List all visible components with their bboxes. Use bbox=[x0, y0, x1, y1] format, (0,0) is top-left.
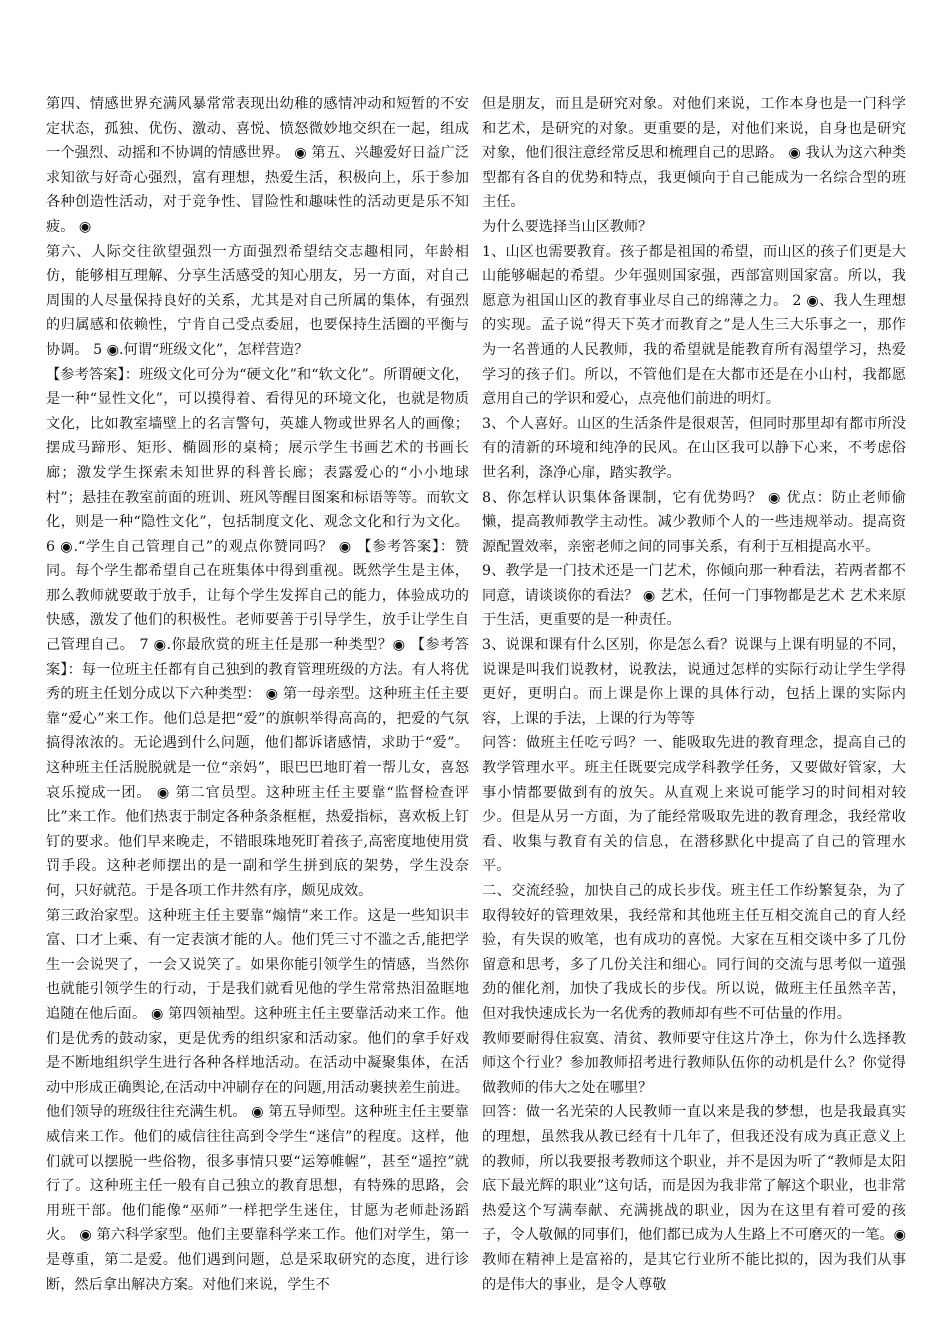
paragraph: 问答：做班主任吃亏吗？一、能吸取先进的教育理念，提高自己的教学管理水平。班主任既要完成学科教学任务，又要做好管家，大事小情都要做到有的放矢。从直观上来说可能学习的时间相对较少。但是从另一方面，为了能经常吸取先进的教育理念，我经常收看、收集与教育有关的信息，在潜移默化中提高了自己的管理水平。 bbox=[482, 735, 906, 875]
paragraph: 但是朋友，而且是研究对象。对他们来说，工作本身也是一门科学和艺术，是研究的对象。更重要的是，对他们来说，自身也是研究对象，他们很注意经常反思和梳理自己的思路。 ◉ 我认为这六种类型都有各自的优势和特点，我更倾向于自己能成为一名综合型的班主任。 bbox=[482, 96, 906, 211]
paragraph: 9、教学是一门技术还是一门艺术，你倾向那一种看法，若两者都不同意，请谈谈你的看法？ ◉ 艺术，任何一门事物都是艺术 艺术来原于生活，更重要的是一种责任。 bbox=[482, 563, 906, 629]
paragraph: 3、个人喜好。山区的生活条件是很艰苦，但同时那里却有都市所没有的清新的环境和纯净的民风。在山区我可以静下心来，不考虑俗世名利，涤净心扉，踏实教学。 bbox=[482, 415, 906, 481]
paragraph: 第六、人际交往欲望强烈一方面强烈希望结交志趣相同，年龄相仿，能够相互理解、分享生活感受的知心朋友，另一方面，对自己周围的人尽量保持良好的关系，尤其是对自己所属的集体，有强烈的归属感和依赖性，宁肯自己受点委屈，也要保持生活圈的平衡与协调。 5 ◉.何谓“班级文化”，怎样营造？ bbox=[46, 243, 469, 358]
paragraph: 教师要耐得住寂寞、清贫、教师要守住这片净土，你为什么选择教师这个行业？参加教师招考进行教师队伍你的动机是什么？你觉得做教师的伟大之处在哪里？ bbox=[482, 1030, 906, 1096]
left-text-column bbox=[46, 92, 469, 1312]
paragraph: 二、交流经验，加快自己的成长步伐。班主任工作纷繁复杂，为了取得较好的管理效果，我经常和其他班主任互相交流自己的育人经验，有失误的败笔，也有成功的喜悦。大家在互相交谈中多了几份留意和思考，多了几份关注和细心。同行间的交流与思考似一道强劲的催化剂，加快了我成长的步伐。所以说，做班主任虽然辛苦，但对我快速成长为一名优秀的教师却有些不可估量的作用。 bbox=[482, 883, 906, 1022]
paragraph: 3、说课和课有什么区别，你是怎么看？说课与上课有明显的不同，说课是叫我们说教材，说教法，说通过怎样的实际行动让学生学得更好，更明白。而上课是你上课的具体行动，包括上课的实际内容，上课的手法，上课的行为等等 bbox=[482, 637, 906, 727]
paragraph: 第三政治家型。这种班主任主要靠“煽情”来工作。这是一些知识丰富、口才上乘、有一定表演才能的人。他们凭三寸不滥之舌,能把学生一会说哭了，一会又说笑了。如果你能引领学生的情感，当然你也就能引领学生的行动，于是我们就看见他的学生常常热泪盈眶地追随在他后面。 ◉ 第四领袖型。这种班主任主要靠活动来工作。他们是优秀的鼓动家，更是优秀的组织家和活动家。他们的拿手好戏是不断地组织学生进行各种各样地活动。在活动中凝聚集体，在活动中形成正确舆论,在活动中冲刷存在的问题,用活动裹挟差生前进。他们领导的班级往往充满生机。 ◉ 第五导师型。这种班主任主要靠威信来工作。他们的威信往往高到令学生“迷信”的程度。这样，他们就可以摆脱一些俗物，很多事情只要“运筹帷幄”，甚至“遥控”就行了。这种班主任一般有自己独立的教育思想，有特殊的思路，会用班干部。他们能像“巫师”一样把学生迷住，甘愿为老师赴汤蹈火。 ◉ 第六科学家型。他们主要靠科学来工作。他们对学生，第一是尊重，第二是爱。他们遇到问题，总是采取研究的态度，进行诊断，然后拿出解决方案。对他们来说，学生不 bbox=[46, 907, 469, 1293]
question-heading: 为什么要选择当山区教师？ bbox=[482, 218, 653, 235]
paragraph: 回答：做一名光荣的人民教师一直以来是我的梦想，也是我最真实的理想，虽然我从教已经有十几年了，但我还没有成为真正意义上的教师，所以我要报考教师这个职业，并不是因为听了“教师是太阳底下最光辉的职业”这句话，而是因为我非常了解这个职业，也非常热爱这个写满奉献、充满挑战的职业，因为在这里有着可爱的孩子，令人敬佩的同事们，他们都已成为人生路上不可磨灭的一笔。◉ 教师在精神上是富裕的，是其它行业所不能比拟的，因为我们从事的是伟大的事业，是令人尊敬 bbox=[482, 1104, 906, 1293]
paragraph: 【参考答案】：班级文化可分为“硬文化”和“软文化”。所谓硬文化，是一种“显性文化”，可以摸得着、看得见的环境文化，也就是物质文化，比如教室墙壁上的名言警句，英雄人物或世界名人的画像；摆成马蹄形、矩形、椭圆形的桌椅；展示学生书画艺术的书画长廊；激发学生探索未知世界的科普长廊；表露爱心的“小小地球村”；悬挂在教室前面的班训、班风等醒目图案和标语等等。而软文化，则是一种“隐性文化”，包括制度文化、观念文化和行为文化。 6 ◉.“学生自己管理自己”的观点你赞同吗？ ◉ 【参考答案】：赞同。每个学生都希望自己在班集体中得到重视。既然学生是主体，那么教师就要敢于放手，让每个学生发挥自己的能力，体验成功的快感，激发了他们的积极性。老师要善于引导学生，放手让学生自己管理自己。 7 ◉.你最欣赏的班主任是那一种类型？◉ 【参考答案】：每一位班主任都有自己独到的教育管理班级的方法。有人将优秀的班主任划分成以下六种类型： ◉ 第一母亲型。这种班主任主要靠“爱心”来工作。他们总是把“爱”的旗帜举得高高的，把爱的气氛搞得浓浓的。无论遇到什么问题，他们都诉诸感情，求助于“爱”。这种班主任活脱脱就是一位“亲妈”，眼巴巴地盯着一帮儿女，喜怒哀乐搅成一团。 ◉ 第二官员型。这种班主任主要靠“监督检查评比”来工作。他们热衷于制定各种条条框框，热爱指标，喜欢板上钉钉的要求。他们早来晚走，不错眼珠地死盯着孩子,高密度地使用赏罚手段。这种老师摆出的是一副和学生拼到底的架势，学生没奈何，只好就范。于是各项工作井然有序，颇见成效。 bbox=[46, 366, 469, 899]
paragraph: 第四、情感世界充满风暴常常表现出幼稚的感情冲动和短暂的不安定状态，孤独、优伤、激动、喜悦、愤怒微妙地交织在一起，组成一个强烈、动摇和不协调的情感世界。 ◉ 第五、兴趣爱好日益广泛求知欲与好奇心强烈，富有理想，热爱生活，积极向上，乐于参加各种创造性活动，对于竞争性、冒险性和趣味性的活动更是乐不知疲。 ◉ bbox=[46, 96, 469, 235]
right-text-column bbox=[482, 92, 906, 1312]
paragraph: 1、山区也需要教育。孩子都是祖国的希望，而山区的孩子们更是大山能够崛起的希望。少年强则国家强，西部富则国家富。所以，我愿意为祖国山区的教育事业尽自己的绵薄之力。 2 ◉、我人生理想的实现。孟子说“得天下英才而教育之”是人生三大乐事之一，那作为一名普通的人民教师，我的希望就是能教育所有渴望学习，热爱学习的孩子们。所以，不管他们是在大都市还是在小山村，我都愿意用自己的学识和爱心，点亮他们前进的明灯。 bbox=[482, 243, 906, 408]
paragraph: 8、你怎样认识集体备课制，它有优势吗？ ◉ 优点：防止老师偷懒，提高教师教学主动性。减少教师个人的一些违规举动。提高资源配置效率，亲密老师之间的同事关系，有利于互相提高水平。 bbox=[482, 489, 906, 555]
